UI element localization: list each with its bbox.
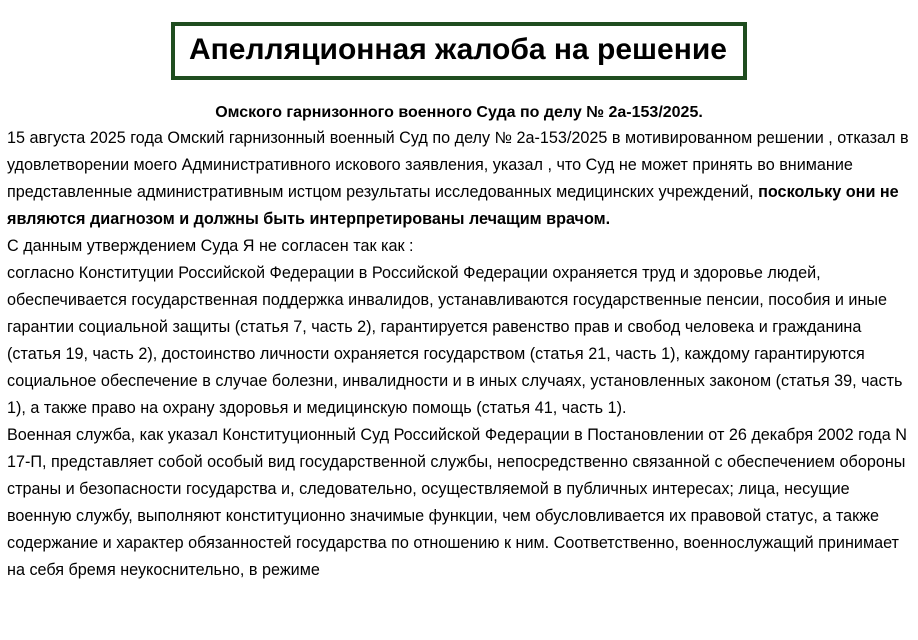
document-body — [7, 125, 912, 584]
paragraph-disagreement — [7, 233, 912, 260]
paragraph-military-service — [7, 422, 912, 584]
paragraph-text: согласно Конституции Российской Федерации в Российской Федерации охраняется труд и здоровье людей, обеспечивается государственная поддержка инвалидов, устанавливаются государственные пенсии, пособия и иные гарантии социальной защиты (статья 7, часть 2), гарантируется равенство прав и свобод человека и гражданина (статья 19, часть 2), достоинство личности охраняется государством (статья 21, часть 1), каждому гарантируются социальное обеспечение в случае болезни, инвалидности и в иных случаях, установленных законом (статья 39, часть 1), а также право на охрану здоровья и медицинскую помощь (статья 41, часть 1). — [7, 264, 903, 417]
document-title: Апелляционная жалоба на решение — [171, 22, 747, 80]
paragraph-text: С данным утверждением Суда Я не согласен так как : — [7, 237, 414, 255]
title-container — [0, 22, 918, 80]
paragraph-text: 15 августа 2025 года Омский гарнизонный военный Суд по делу № 2а-153/2025 в мотивированном решении , отказал в удовлетворении моего Административного искового заявления, указал , что Суд не может принять во внимание представленные административным истцом результаты исследованных медицинских учреждений, — [7, 129, 909, 201]
paragraph-court-decision — [7, 125, 912, 233]
paragraph-text: Военная служба, как указал Конституционный Суд Российской Федерации в Постановлении от 26 декабря 2002 года N 17-П, представляет собой особый вид государственной службы, непосредственно связанной с обеспечением обороны страны и безопасности государства и, следовательно, осуществляемой в публичных интересах; лица, несущие военную службу, выполняют конституционно значимые функции, чем обусловливается их правовой статус, а также содержание и характер обязанностей государства по отношению к ним. Соответственно, военнослужащий принимает на себя бремя неукоснительно, в режиме — [7, 426, 907, 579]
paragraph-constitution — [7, 260, 912, 422]
paragraph-bold-text: поскольку они не являются диагнозом и должны быть интерпретированы лечащим врачом. — [7, 183, 899, 228]
document-subtitle: Омского гарнизонного военного Суда по делу № 2а-153/2025. — [215, 104, 703, 121]
